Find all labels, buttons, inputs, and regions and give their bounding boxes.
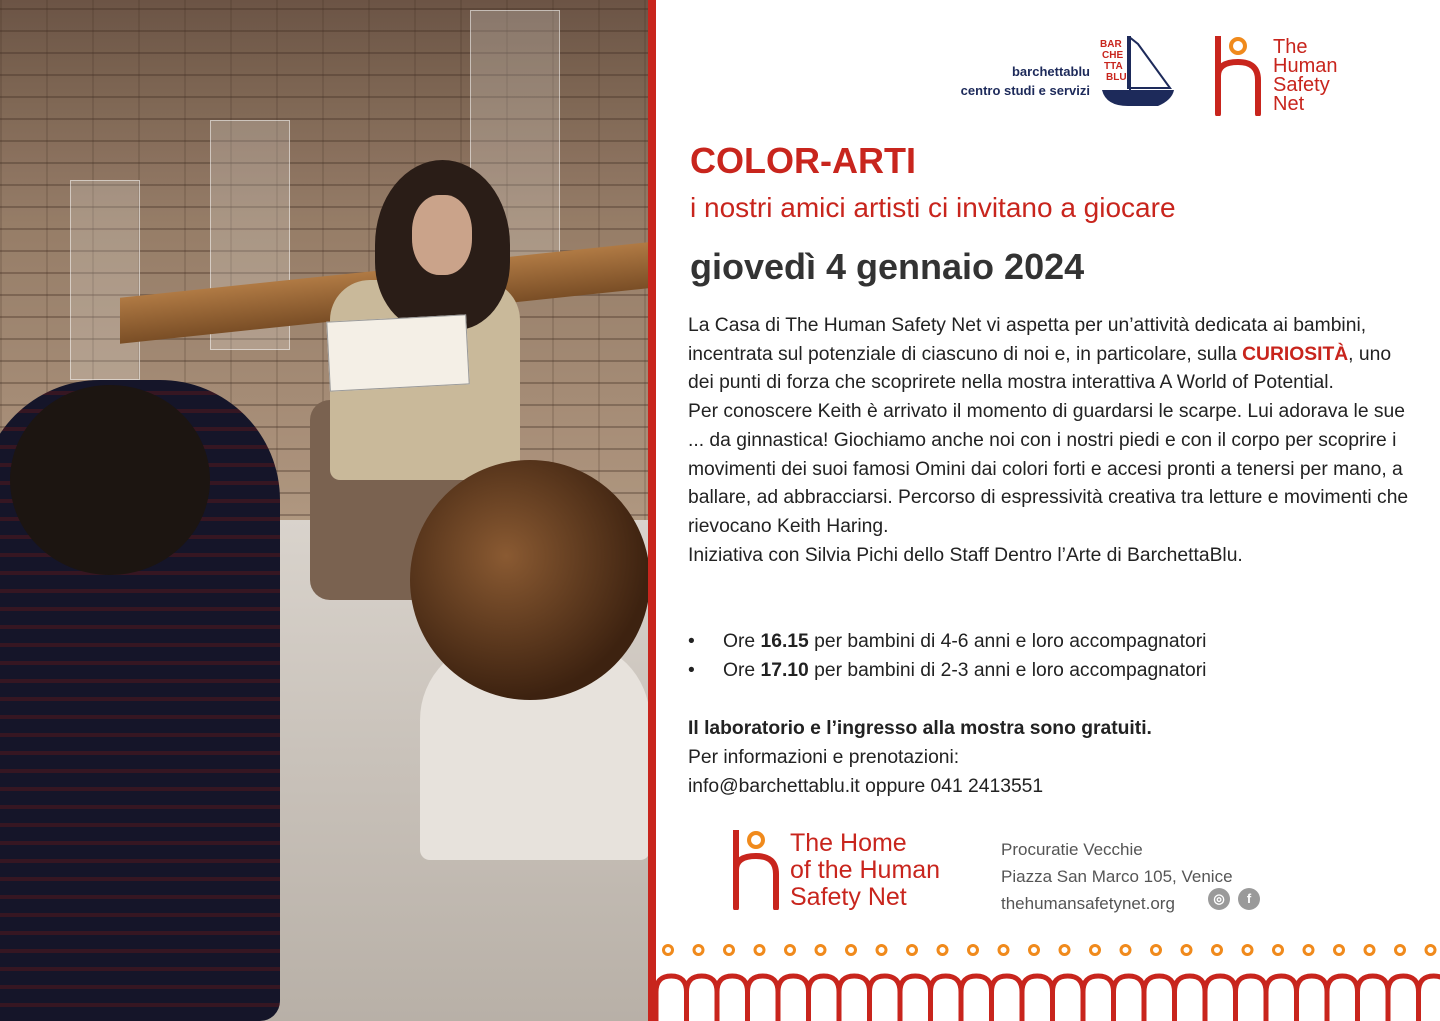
- decor-dot: [1274, 946, 1283, 955]
- venue-address: [1001, 836, 1233, 917]
- logo-text-line: BAR: [1100, 39, 1122, 50]
- divider-bar: [648, 0, 656, 1021]
- text-run: per bambini di 2-3 anni e loro accompagnatori: [808, 660, 1207, 681]
- logo-text-line: BLU: [1106, 72, 1127, 83]
- instagram-icon[interactable]: ◎: [1208, 888, 1230, 910]
- logo-text-line: CHE: [1102, 50, 1124, 61]
- decor-dot: [786, 946, 795, 955]
- glass-panel: [70, 180, 140, 380]
- hsn-name-line: Safety: [1273, 74, 1330, 96]
- bullet: •: [688, 660, 695, 681]
- decor-dot: [1091, 946, 1100, 955]
- decor-dot: [1060, 946, 1069, 955]
- hsn-name-line: Net: [1273, 93, 1305, 115]
- text-run: Ore: [723, 660, 761, 681]
- decor-dot: [694, 946, 703, 955]
- schedule-time: 17.10: [760, 660, 809, 681]
- facebook-icon[interactable]: f: [1238, 888, 1260, 910]
- home-name: [790, 830, 940, 911]
- decor-dot: [1182, 946, 1191, 955]
- home-name-line: Safety Net: [790, 883, 907, 911]
- decor-dot: [1396, 946, 1405, 955]
- hsn-name: [1273, 38, 1337, 114]
- website-link[interactable]: thehumansafetynet.org: [1001, 894, 1175, 913]
- decor-dot: [1304, 946, 1313, 955]
- description-paragraph: Per conoscere Keith è arrivato il momento di guardarsi le scarpe. Lui adorava le sue ... da ginnastica! Giochiamo anche noi con i nostri piedi e con il corpo per scoprire i movimenti dei suoi famosi Omini dai colori forti e accesi pronti a tenersi per mano, a ballare, ad abbracciarsi. Percorso di espressività creativa tra letture e movimenti che rievocano Keith Haring.: [688, 401, 1409, 537]
- barchettablu-tagline: centro studi e servizi: [960, 83, 1090, 98]
- contact-label: Per informazioni e prenotazioni:: [688, 747, 960, 768]
- schedule-text: [723, 656, 1206, 685]
- event-photo: [0, 0, 648, 1021]
- decor-dot: [1335, 946, 1344, 955]
- contact-details[interactable]: info@barchettablu.it oppure 041 2413551: [688, 776, 1044, 797]
- decor-dot: [725, 946, 734, 955]
- logo-text-line: TTA: [1104, 61, 1123, 72]
- decor-dot: [999, 946, 1008, 955]
- hsn-name-line: The: [1273, 36, 1308, 58]
- home-name-line: of the Human: [790, 856, 941, 884]
- hsn-logo-icon: [1208, 36, 1268, 116]
- schedule-item: [688, 627, 1420, 656]
- decor-dot: [1213, 946, 1222, 955]
- decor-dot: [969, 946, 978, 955]
- curiosity-highlight: CURIOSITÀ: [1242, 343, 1349, 365]
- decor-dot: [755, 946, 764, 955]
- home-logo-icon: [726, 830, 786, 910]
- decor-dot: [847, 946, 856, 955]
- hsn-name-line: Human: [1273, 55, 1338, 77]
- barchettablu-name: barchettablu: [1011, 64, 1090, 79]
- decor-dot: [1152, 946, 1161, 955]
- schedule-list: [688, 627, 1420, 685]
- schedule-text: [723, 627, 1206, 656]
- home-name-line: The Home: [790, 829, 907, 857]
- decor-dot: [1121, 946, 1130, 955]
- schedule-time: 16.15: [760, 631, 809, 652]
- event-subtitle: i nostri amici artisti ci invitano a giocare: [690, 192, 1176, 223]
- schedule-item: [688, 656, 1420, 685]
- barchettablu-logo: [1098, 36, 1176, 108]
- decor-dot: [1243, 946, 1252, 955]
- picture-book: [326, 314, 469, 391]
- decorative-pattern: [656, 940, 1440, 1021]
- decor-dot: [664, 946, 673, 955]
- decor-dot: [877, 946, 886, 955]
- social-icons: [1208, 888, 1260, 910]
- child-right-hair: [410, 460, 648, 700]
- bullet: •: [688, 631, 695, 652]
- decor-arches: [656, 976, 1440, 1021]
- event-title: COLOR-ARTI: [690, 140, 916, 181]
- info-block: [688, 714, 1420, 801]
- event-description: [688, 312, 1420, 570]
- free-entry-note: Il laboratorio e l’ingresso alla mostra sono gratuiti.: [688, 718, 1152, 739]
- text-run: La Casa di The Human Safety Net vi aspetta per un’attività dedicata ai bambini, incentrata sul potenziale di ciascuno di noi e, in particolare, sulla: [688, 315, 1367, 365]
- decor-dot: [816, 946, 825, 955]
- decor-dot: [1365, 946, 1374, 955]
- text-run: per bambini di 4-6 anni e loro accompagnatori: [808, 631, 1207, 652]
- street-address: Piazza San Marco 105, Venice: [1001, 867, 1233, 886]
- child-left-head: [10, 385, 210, 575]
- description-paragraph: [688, 312, 1420, 398]
- text-run: Ore: [723, 631, 761, 652]
- description-paragraph: Iniziativa con Silvia Pichi dello Staff Dentro l’Arte di BarchettaBlu.: [688, 544, 1243, 566]
- decor-dot: [938, 946, 947, 955]
- decor-dot: [1426, 946, 1435, 955]
- venue-name: Procuratie Vecchie: [1001, 840, 1143, 859]
- event-date: giovedì 4 gennaio 2024: [690, 246, 1085, 287]
- text-run: , uno dei punti di forza che scoprirete nella mostra interattiva A World of Potential.: [688, 343, 1392, 394]
- decor-dot: [1030, 946, 1039, 955]
- decor-dot: [908, 946, 917, 955]
- barchettablu-caption: [940, 62, 1090, 100]
- reader-face: [412, 195, 472, 275]
